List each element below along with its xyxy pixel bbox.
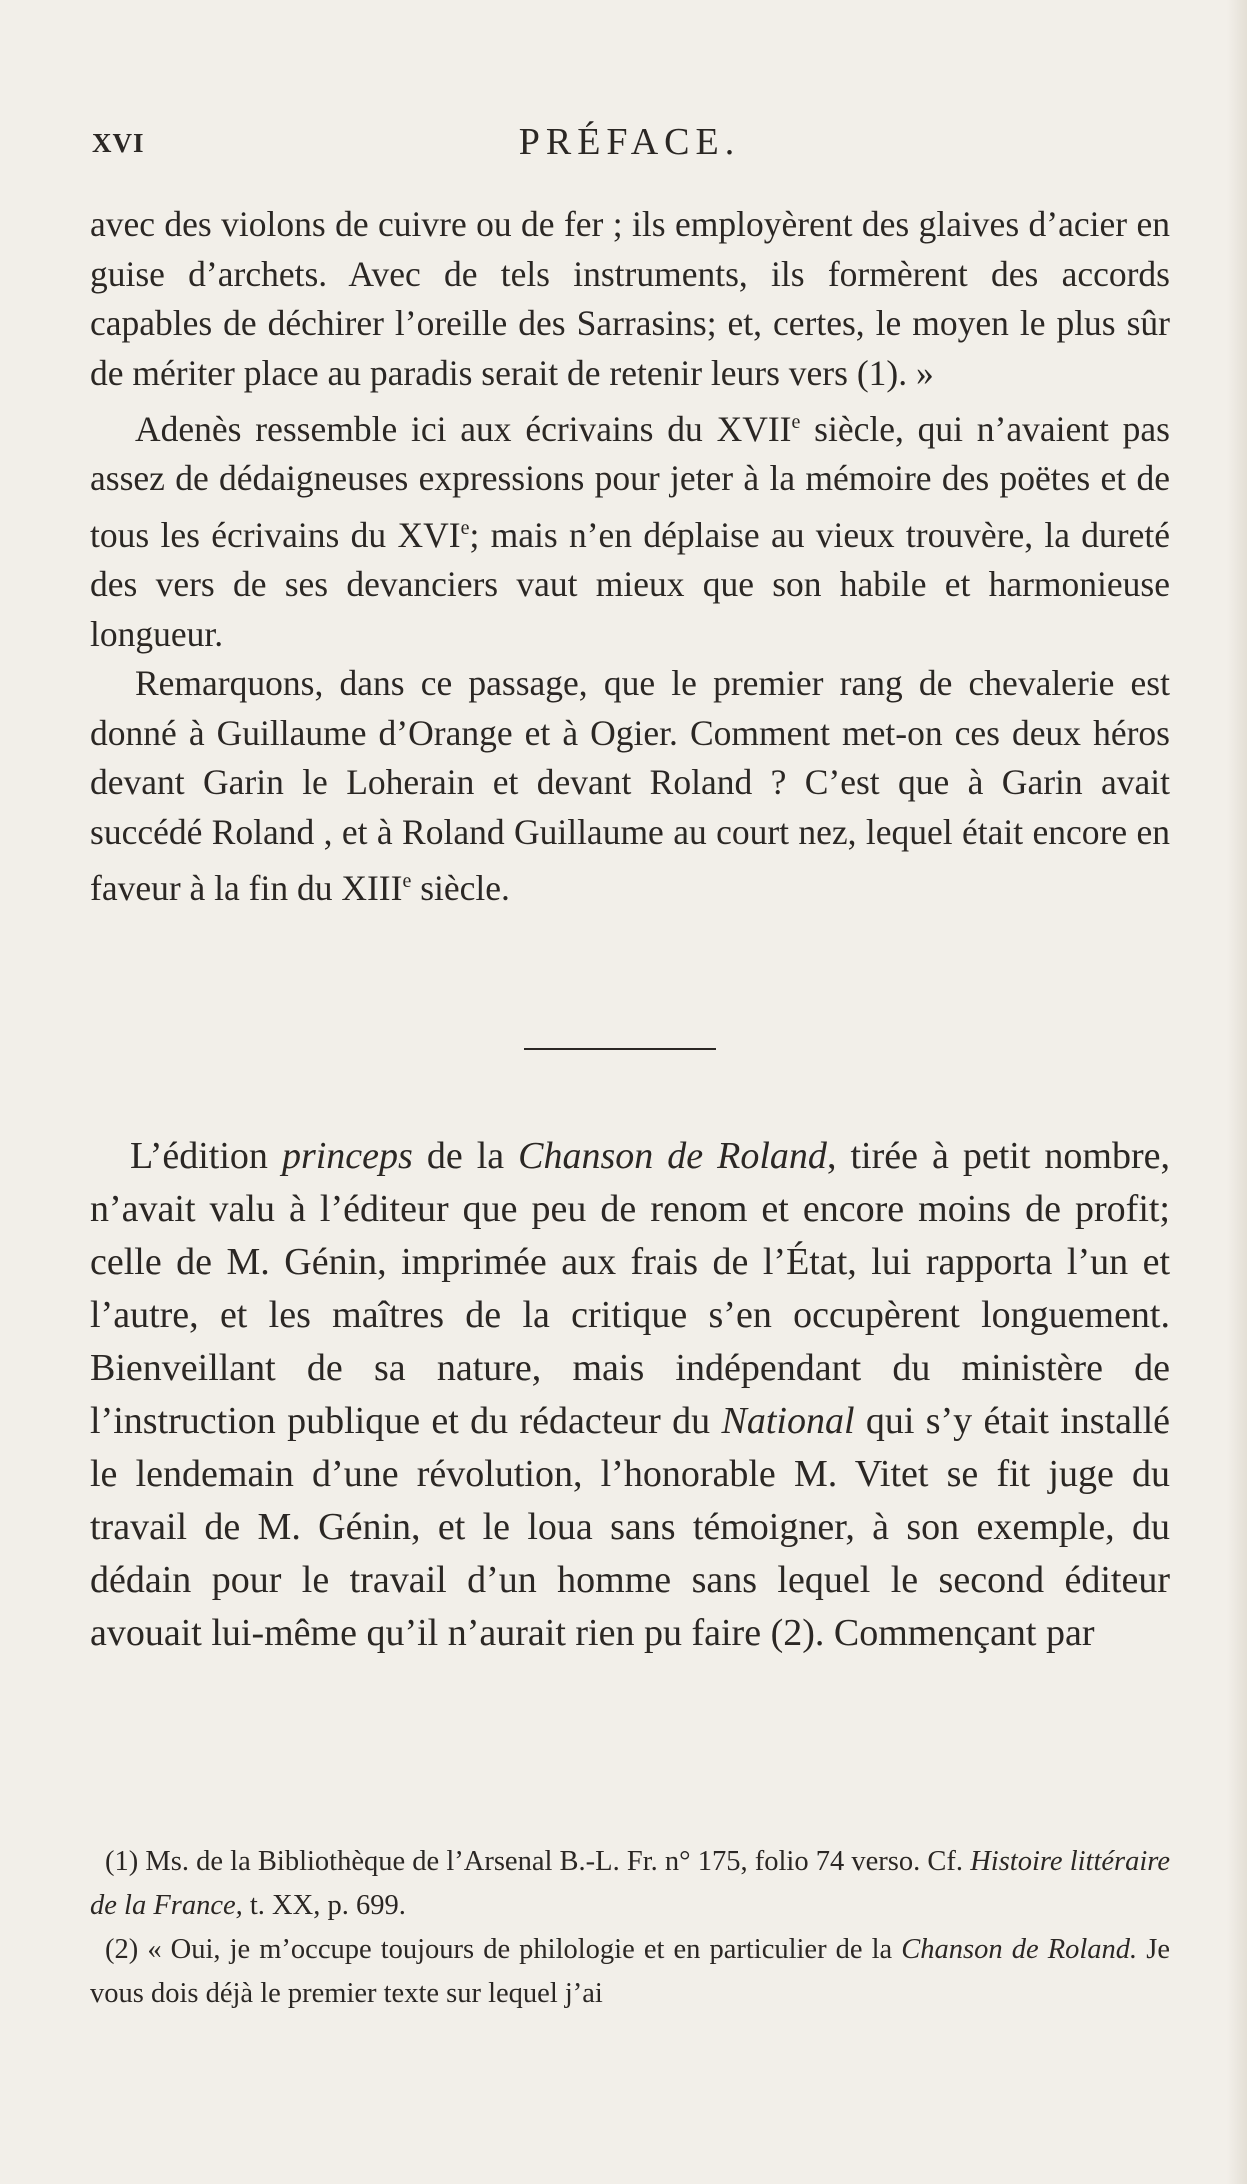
paragraph-4: L’édition princeps de la Chanson de Roland, tirée à petit nombre, n’avait valu à l’éditeur que peu de renom et encore moins de profit; celle de M. Génin, imprimée aux frais de l’État, lui rapporta l’un et l’autre, et les maîtres de la critique s’en occupèrent longuement. Bienveillant de sa nature, mais indépendant du ministère de l’instruction publique et du rédacteur du National qui s’y était installé le lendemain d’une révolution, l’honorable M. Vitet se fit juge du travail de M. Génin, et le loua sans témoigner, à son exemple, du dédain pour le travail d’un homme sans lequel le second éditeur avouait lui-même qu’il n’aurait rien pu faire (2). Commençant par [90, 1135, 1170, 1654]
page-title: PRÉFACE. [518, 121, 741, 163]
paragraph-3: Remarquons, dans ce passage, que le premier rang de chevalerie est donné à Guillaume d’Orange et à Ogier. Comment met-on ces deux héros devant Garin le Loherain et devant Roland ? C’est que à Garin avait succédé Roland , et à Roland Guillaume au court nez, lequel était encore en faveur à la fin du XIIIe siècle. [90, 663, 1170, 908]
upper-text-block [90, 200, 1170, 913]
footnote-2: (2) « Oui, je m’occupe toujours de philologie et en particulier de la Chanson de Roland. Je vous dois déjà le premier texte sur lequel j’ai [90, 1934, 1170, 2009]
footnotes [90, 1840, 1170, 2016]
running-head [92, 120, 1167, 170]
footnote-1: (1) Ms. de la Bibliothèque de l’Arsenal B.-L. Fr. n° 175, folio 74 verso. Cf. Histoire littéraire de la France, t. XX, p. 699. [90, 1846, 1170, 1921]
lower-text-block [90, 1130, 1170, 1660]
section-divider [524, 1048, 716, 1050]
paragraph-2: Adenès ressemble ici aux écrivains du XVIIe siècle, qui n’avaient pas assez de dédaigneuses expressions pour jeter à la mémoire des poëtes et de tous les écrivains du XVIe; mais n’en déplaise au vieux trouvère, la dureté des vers de ses devanciers vaut mieux que son habile et harmonieuse longueur. [90, 408, 1170, 654]
page-number: XVI [92, 128, 145, 158]
page-gutter-shadow [1227, 0, 1247, 2184]
paragraph-1: avec des violons de cuivre ou de fer ; ils employèrent des glaives d’acier en guise d’archets. Avec de tels instruments, ils formèrent des accords capables de déchirer l’oreille des Sarrasins; et, certes, le moyen le plus sûr de mériter place au paradis serait de retenir leurs vers (1). » [90, 204, 1170, 393]
